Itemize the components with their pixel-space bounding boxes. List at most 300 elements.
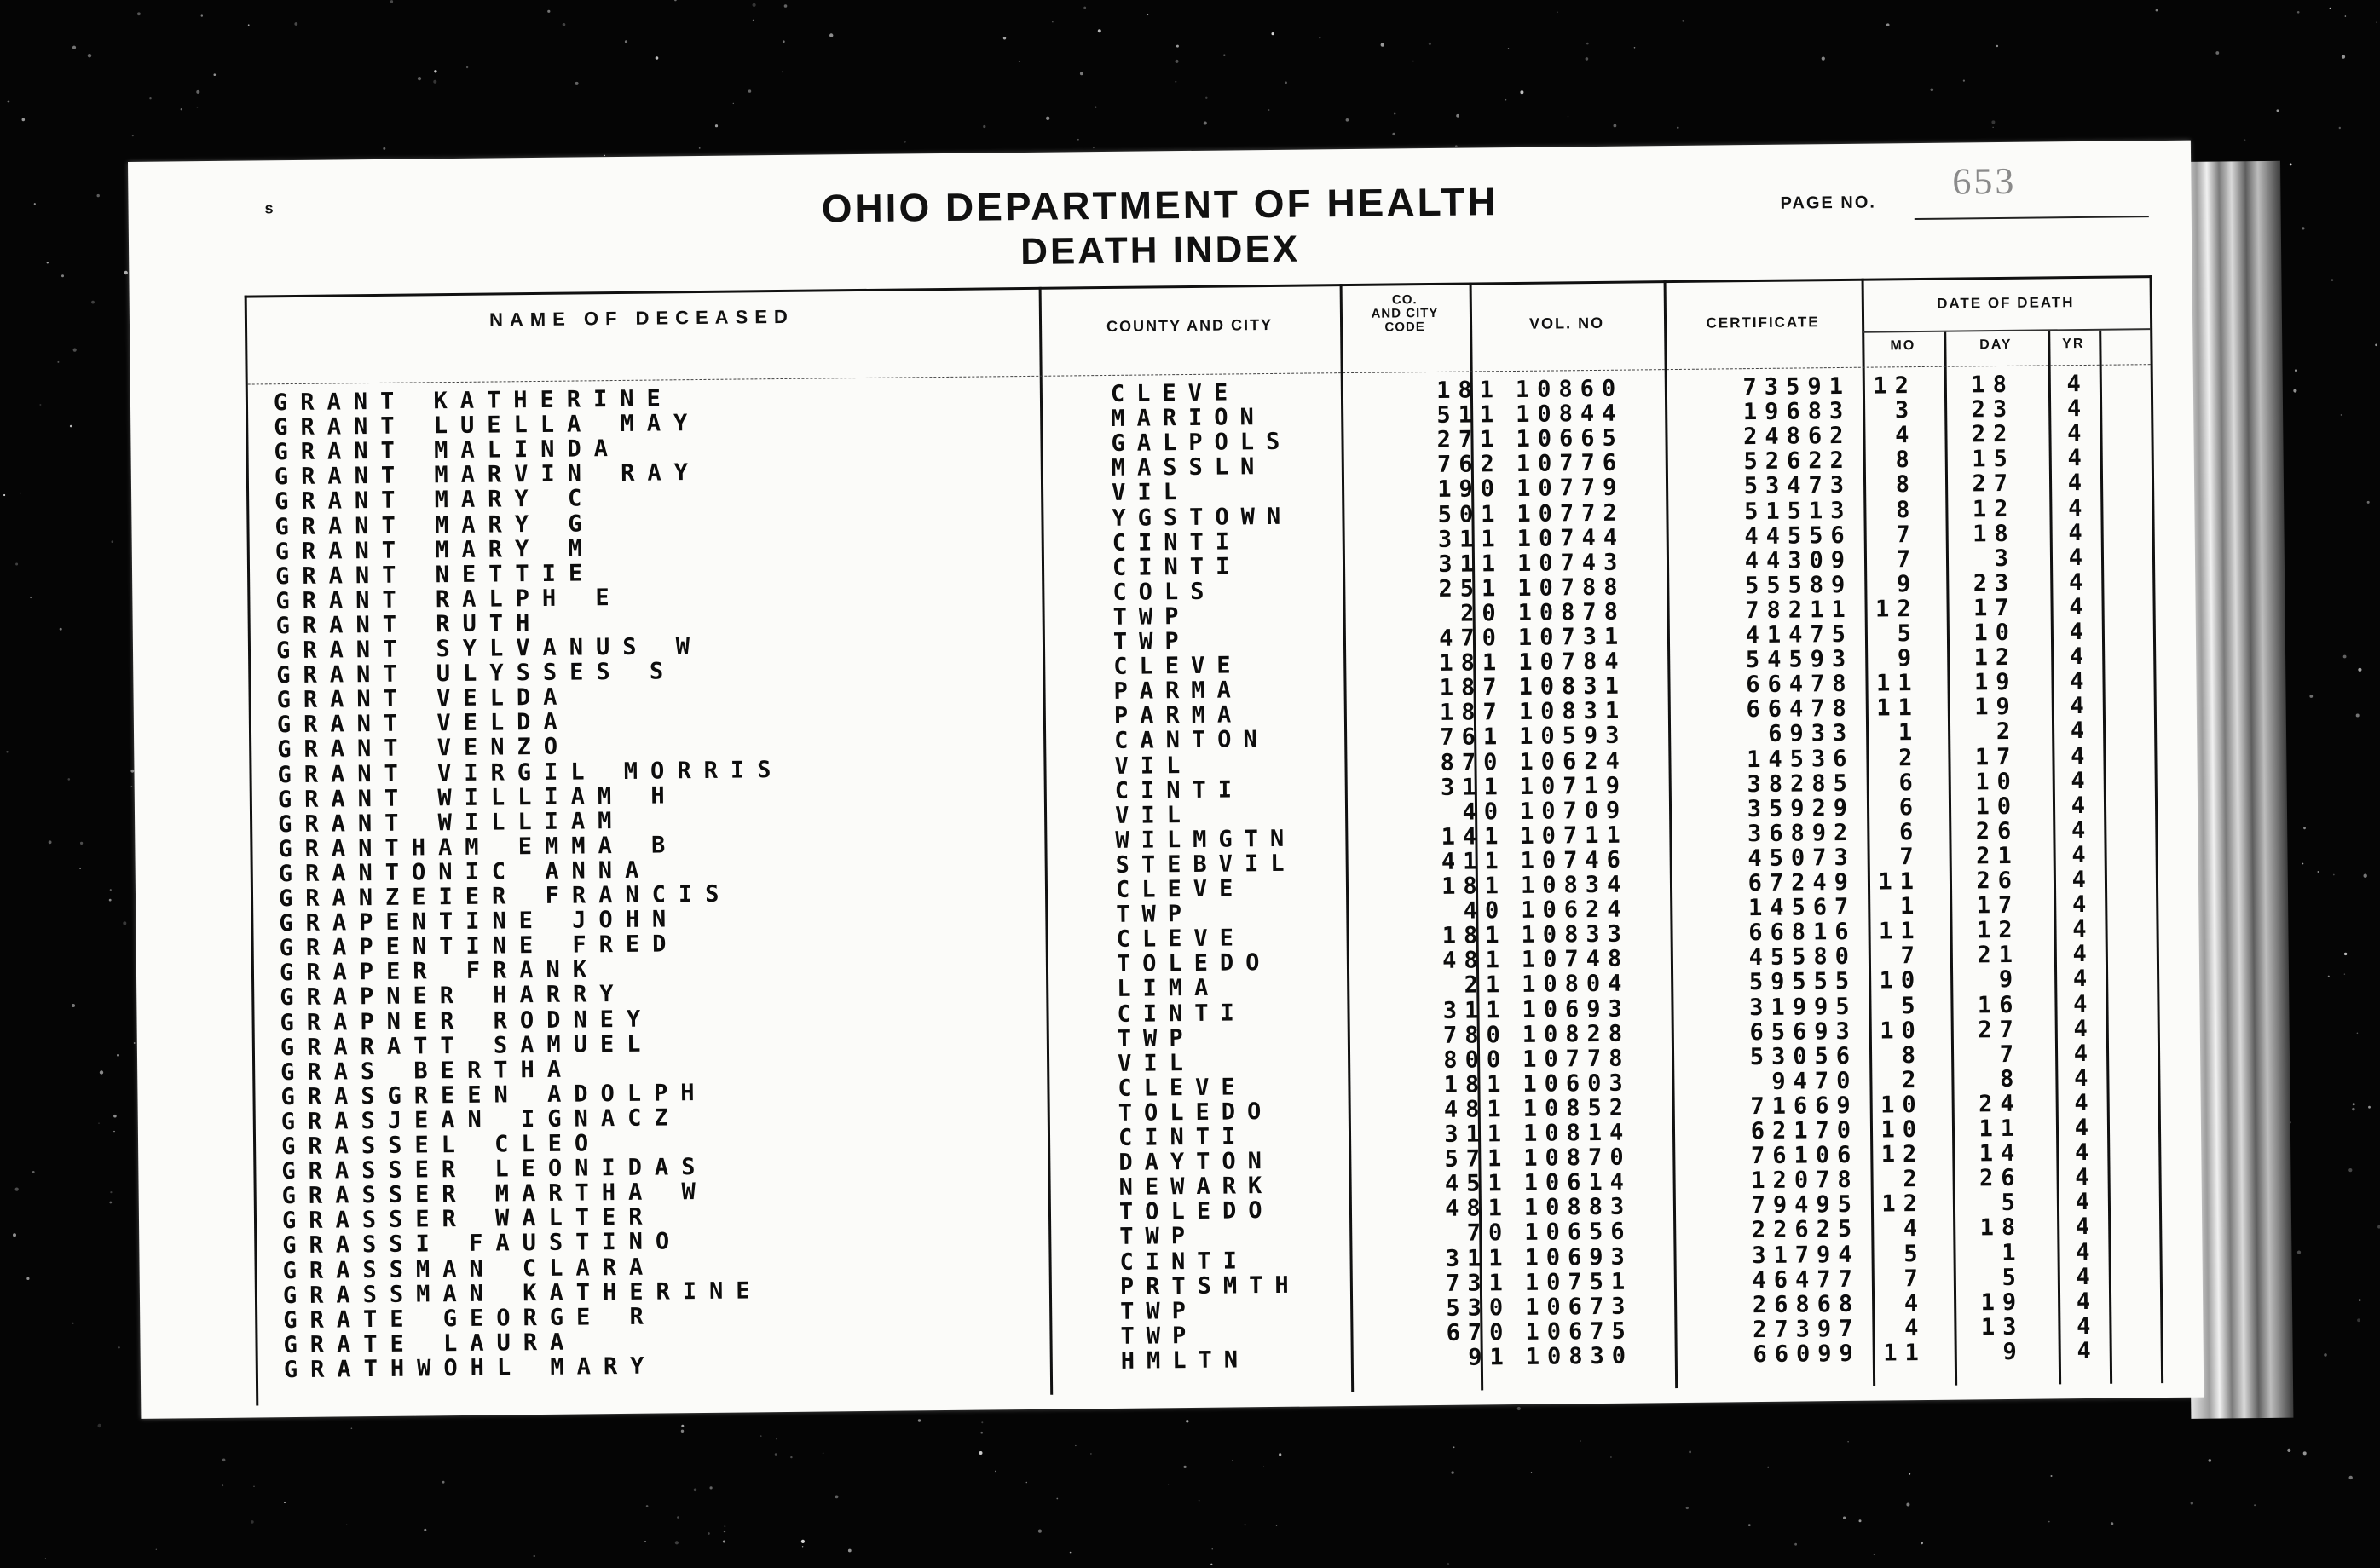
film-speck bbox=[1906, 1503, 1909, 1507]
deceased-name: GRANT ULYSSES S bbox=[276, 658, 677, 689]
county-city: CLEVE bbox=[1113, 652, 1243, 681]
county-city: PARMA bbox=[1113, 701, 1244, 730]
county-city: VIL bbox=[1117, 1049, 1196, 1077]
volume-number: 10748 bbox=[1521, 945, 1630, 974]
film-speck bbox=[2328, 976, 2330, 977]
film-speck bbox=[724, 1525, 725, 1527]
death-year: 4 bbox=[2071, 866, 2087, 894]
deceased-name: GRANT MARY C bbox=[274, 485, 595, 516]
death-year: 4 bbox=[2077, 1337, 2091, 1365]
city-code: 91 bbox=[1468, 1343, 1511, 1371]
volume-number: 10624 bbox=[1521, 896, 1629, 925]
volume-number: 10804 bbox=[1522, 970, 1630, 999]
film-speck bbox=[1268, 109, 1270, 111]
film-speck bbox=[197, 107, 199, 108]
deceased-name: GRANT LUELLA MAY bbox=[274, 410, 701, 441]
deceased-name: GRANT MARY G bbox=[274, 510, 595, 540]
death-day: 5 bbox=[2002, 1264, 2024, 1291]
film-speck bbox=[2345, 15, 2347, 17]
county-city: NEWARK bbox=[1118, 1173, 1274, 1202]
county-city: TWP bbox=[1117, 1024, 1195, 1052]
film-speck bbox=[2352, 1108, 2354, 1110]
county-city: TWP bbox=[1119, 1223, 1198, 1251]
certificate-number: 45580 bbox=[1748, 943, 1857, 971]
film-speck bbox=[675, 1541, 679, 1544]
deceased-name: GRANTONIC ANNA bbox=[278, 856, 652, 888]
film-speck bbox=[6, 751, 8, 752]
deceased-name: GRAPNER HARRY bbox=[280, 981, 627, 1012]
film-speck bbox=[2191, 1502, 2193, 1504]
film-speck bbox=[1634, 47, 1636, 49]
film-speck bbox=[20, 493, 21, 494]
film-speck bbox=[1520, 90, 1523, 94]
film-speck bbox=[2368, 1106, 2371, 1109]
film-speck bbox=[1346, 118, 1349, 122]
corner-mark: s bbox=[264, 199, 274, 217]
film-speck bbox=[73, 349, 77, 352]
deceased-name: GRAPENTINE JOHN bbox=[279, 906, 679, 937]
certificate-number: 76106 bbox=[1750, 1141, 1859, 1170]
film-speck bbox=[980, 1432, 983, 1434]
city-code: 21 bbox=[1464, 971, 1508, 1000]
page-number-label: PAGE NO. bbox=[1780, 193, 1877, 213]
volume-number: 10830 bbox=[1525, 1342, 1634, 1370]
film-speck bbox=[39, 404, 41, 406]
county-city: CINTI bbox=[1119, 1247, 1250, 1276]
death-month: 6 bbox=[1898, 818, 1921, 846]
city-code: 181 bbox=[1443, 1070, 1509, 1098]
death-month: 11 bbox=[1883, 1339, 1927, 1367]
film-speck bbox=[1843, 1517, 1846, 1519]
city-code: 481 bbox=[1441, 947, 1508, 975]
certificate-number: 35929 bbox=[1747, 794, 1856, 822]
header-code-line3: CODE bbox=[1384, 319, 1425, 335]
header-certificate: CERTIFICATE bbox=[1706, 314, 1820, 331]
city-code: 141 bbox=[1441, 822, 1506, 850]
death-month: 7 bbox=[1899, 843, 1921, 871]
film-speck bbox=[1212, 1548, 1213, 1549]
volume-number: 10831 bbox=[1518, 672, 1626, 701]
film-speck bbox=[34, 203, 36, 205]
county-city: VIL bbox=[1114, 801, 1193, 829]
city-code: 762 bbox=[1436, 451, 1502, 479]
county-city: TWP bbox=[1112, 602, 1191, 631]
death-day: 14 bbox=[1979, 1139, 2023, 1167]
death-day: 18 bbox=[1971, 371, 2015, 399]
volume-number: 10870 bbox=[1523, 1144, 1632, 1173]
film-speck bbox=[760, 1435, 762, 1437]
film-speck bbox=[1381, 43, 1384, 46]
film-speck bbox=[1963, 80, 1965, 82]
film-speck bbox=[60, 628, 62, 631]
certificate-number: 78211 bbox=[1745, 596, 1853, 625]
deceased-name: GRANT NETTIE bbox=[274, 559, 596, 590]
county-city: VIL bbox=[1111, 479, 1190, 507]
film-speck bbox=[1080, 72, 1083, 76]
death-year: 4 bbox=[2069, 593, 2083, 621]
death-year: 4 bbox=[2070, 693, 2084, 720]
death-day: 16 bbox=[1977, 991, 2021, 1018]
volume-number: 10844 bbox=[1516, 400, 1624, 429]
county-city: WILMGTN bbox=[1115, 825, 1297, 854]
film-speck bbox=[181, 108, 182, 110]
film-speck bbox=[2156, 9, 2158, 12]
city-code: 251 bbox=[1438, 574, 1504, 602]
death-day: 19 bbox=[1980, 1288, 2025, 1316]
city-code: 187 bbox=[1439, 699, 1505, 727]
film-speck bbox=[2330, 8, 2331, 9]
film-speck bbox=[433, 80, 436, 84]
death-month: 11 bbox=[1878, 918, 1922, 945]
film-speck bbox=[434, 70, 436, 72]
death-month: 4 bbox=[1895, 422, 1917, 449]
certificate-number: 66478 bbox=[1746, 671, 1854, 699]
death-year: 4 bbox=[2070, 742, 2085, 770]
film-speck bbox=[253, 1486, 254, 1487]
county-city: TOLEDO bbox=[1116, 949, 1272, 978]
death-month: 11 bbox=[1876, 695, 1920, 722]
death-month: 4 bbox=[1904, 1314, 1927, 1342]
film-speck bbox=[2376, 22, 2377, 23]
film-speck bbox=[383, 147, 385, 150]
film-speck bbox=[2318, 871, 2319, 873]
death-year: 4 bbox=[2073, 1040, 2088, 1067]
deceased-name: GRANT KATHERINE bbox=[273, 385, 673, 417]
deceased-name: GRASGREEN ADOLPH bbox=[280, 1079, 708, 1110]
film-speck bbox=[132, 135, 134, 136]
film-speck bbox=[68, 778, 71, 781]
city-code: 670 bbox=[1446, 1318, 1511, 1346]
film-speck bbox=[983, 125, 985, 128]
film-speck bbox=[1847, 1441, 1848, 1442]
volume-number: 10693 bbox=[1522, 995, 1630, 1023]
death-year: 4 bbox=[2068, 519, 2082, 546]
certificate-number: 9470 bbox=[1771, 1067, 1858, 1095]
death-month: 10 bbox=[1880, 1017, 1923, 1045]
death-month: 5 bbox=[1901, 992, 1923, 1019]
certificate-number: 12078 bbox=[1751, 1166, 1859, 1195]
death-month: 7 bbox=[1903, 1265, 1926, 1292]
death-year: 4 bbox=[2076, 1238, 2090, 1265]
volume-number: 10614 bbox=[1523, 1168, 1632, 1197]
death-month: 5 bbox=[1897, 620, 1920, 648]
volume-number: 10624 bbox=[1519, 747, 1627, 775]
header-day: DAY bbox=[1979, 337, 2013, 353]
death-month: 7 bbox=[1896, 545, 1919, 573]
deceased-name: GRANT VIRGIL MORRIS bbox=[277, 756, 784, 788]
county-city: PARMA bbox=[1113, 677, 1244, 706]
film-speck bbox=[1557, 12, 1558, 13]
volume-number: 10878 bbox=[1517, 598, 1626, 626]
film-speck bbox=[1886, 23, 1890, 26]
certificate-number: 59555 bbox=[1748, 968, 1857, 996]
death-year: 4 bbox=[2073, 990, 2088, 1017]
film-speck bbox=[72, 46, 76, 49]
death-day: 10 bbox=[1973, 619, 2018, 647]
film-speck bbox=[113, 1131, 114, 1132]
deceased-name: GRAPENTINE FRED bbox=[279, 931, 679, 962]
volume-number: 10779 bbox=[1516, 475, 1625, 503]
death-day: 5 bbox=[2001, 1190, 2024, 1217]
certificate-number: 66099 bbox=[1753, 1340, 1861, 1369]
film-speck bbox=[418, 77, 421, 80]
deceased-name: GRANT WILLIAM H bbox=[277, 781, 678, 813]
film-speck bbox=[775, 1453, 777, 1456]
film-speck bbox=[80, 842, 83, 845]
deceased-name: GRASSEL CLEO bbox=[280, 1130, 602, 1161]
city-code: 311 bbox=[1437, 525, 1503, 553]
certificate-number: 14567 bbox=[1747, 893, 1857, 922]
film-speck bbox=[2356, 714, 2360, 718]
deceased-name: GRATE LAURA bbox=[283, 1329, 577, 1358]
film-speck bbox=[351, 1427, 353, 1429]
city-code: 470 bbox=[1438, 625, 1505, 652]
film-speck bbox=[222, 1484, 223, 1486]
deceased-name: GRASJEAN IGNACZ bbox=[280, 1104, 681, 1136]
deceased-name: GRAS BERTHA bbox=[280, 1056, 575, 1086]
film-speck bbox=[2358, 668, 2361, 672]
death-day: 17 bbox=[1976, 891, 2020, 919]
death-month: 6 bbox=[1898, 769, 1921, 796]
volume-number: 10831 bbox=[1518, 697, 1627, 726]
death-year: 4 bbox=[2074, 1114, 2089, 1142]
death-day: 8 bbox=[1999, 1065, 2022, 1092]
film-speck bbox=[1090, 1453, 1091, 1454]
film-speck bbox=[97, 194, 100, 197]
film-speck bbox=[1748, 1524, 1751, 1526]
death-day: 10 bbox=[1975, 793, 2019, 821]
film-speck bbox=[1909, 1473, 1910, 1475]
film-speck bbox=[1176, 60, 1179, 63]
deceased-name: GRASSER LEONIDAS bbox=[281, 1154, 708, 1185]
county-city: YGSTOWN bbox=[1112, 503, 1293, 532]
film-speck bbox=[72, 1323, 74, 1324]
film-speck bbox=[2297, 1251, 2301, 1254]
city-code: 511 bbox=[1436, 401, 1502, 429]
film-speck bbox=[699, 147, 701, 149]
death-year: 4 bbox=[2071, 891, 2087, 919]
film-speck bbox=[1272, 32, 1274, 35]
film-speck bbox=[1204, 122, 1207, 125]
death-year: 4 bbox=[2076, 1263, 2090, 1290]
city-code: 181 bbox=[1439, 649, 1505, 677]
volume-number: 10743 bbox=[1516, 549, 1626, 577]
certificate-number: 44309 bbox=[1744, 546, 1853, 574]
film-speck bbox=[644, 1541, 646, 1542]
film-speck bbox=[110, 889, 112, 891]
death-year: 4 bbox=[2074, 1139, 2089, 1167]
deceased-name: GRAPNER RODNEY bbox=[280, 1006, 654, 1036]
film-speck bbox=[2331, 279, 2334, 281]
film-speck bbox=[15, 1188, 19, 1191]
volume-number: 10784 bbox=[1518, 648, 1626, 677]
film-speck bbox=[2303, 827, 2306, 829]
volume-number: 10778 bbox=[1522, 1045, 1631, 1073]
certificate-number: 53473 bbox=[1743, 472, 1852, 500]
death-day: 23 bbox=[1971, 395, 2015, 424]
film-speck bbox=[802, 1546, 803, 1547]
city-code: 311 bbox=[1445, 1244, 1511, 1272]
city-code: 731 bbox=[1445, 1269, 1511, 1297]
film-speck bbox=[1921, 1542, 1923, 1544]
film-speck bbox=[656, 56, 659, 60]
death-day: 7 bbox=[1999, 1041, 2022, 1068]
film-speck bbox=[156, 1549, 157, 1550]
film-speck bbox=[1003, 37, 1006, 39]
film-speck bbox=[1456, 114, 1459, 118]
film-speck bbox=[1056, 1498, 1058, 1500]
county-city: CLEVE bbox=[1115, 875, 1245, 903]
film-speck bbox=[1580, 1440, 1581, 1442]
film-speck bbox=[1319, 37, 1320, 38]
film-speck bbox=[118, 1346, 120, 1348]
city-code: 181 bbox=[1441, 873, 1507, 900]
film-speck bbox=[196, 90, 199, 94]
death-month: 10 bbox=[1879, 967, 1923, 994]
film-speck bbox=[2244, 139, 2245, 141]
death-day: 12 bbox=[1976, 916, 2020, 944]
death-month: 6 bbox=[1898, 793, 1921, 821]
death-year: 4 bbox=[2071, 841, 2086, 869]
film-speck bbox=[710, 1486, 713, 1489]
death-month: 12 bbox=[1873, 372, 1917, 400]
film-speck bbox=[753, 3, 756, 7]
volume-number: 10593 bbox=[1518, 723, 1627, 751]
death-year: 4 bbox=[2071, 792, 2086, 819]
film-speck bbox=[134, 1042, 136, 1044]
death-day: 12 bbox=[1973, 643, 2018, 672]
death-day: 27 bbox=[1978, 1016, 2021, 1043]
death-day: 26 bbox=[1979, 1164, 2023, 1192]
volume-number: 10719 bbox=[1519, 772, 1628, 800]
film-speck bbox=[625, 40, 627, 43]
certificate-number: 24862 bbox=[1743, 423, 1851, 451]
county-city: CINTI bbox=[1117, 999, 1246, 1028]
film-speck bbox=[251, 1520, 254, 1524]
film-speck bbox=[137, 12, 141, 15]
film-speck bbox=[2324, 1353, 2327, 1357]
city-code: 311 bbox=[1442, 996, 1508, 1024]
certificate-number: 14536 bbox=[1747, 745, 1855, 773]
film-speck bbox=[248, 24, 250, 26]
deceased-name: GRANZEIER FRANCIS bbox=[278, 880, 732, 913]
film-speck bbox=[2290, 164, 2292, 166]
volume-number: 10776 bbox=[1516, 449, 1625, 478]
film-speck bbox=[466, 66, 468, 68]
death-month: 7 bbox=[1896, 521, 1918, 548]
county-city: TOLEDO bbox=[1118, 1098, 1274, 1127]
county-city: COLS bbox=[1112, 578, 1216, 606]
certificate-number: 65693 bbox=[1749, 1017, 1857, 1046]
film-speck bbox=[26, 1277, 29, 1280]
film-speck bbox=[1586, 57, 1589, 61]
film-speck bbox=[2295, 369, 2297, 372]
volume-number: 10860 bbox=[1515, 375, 1624, 403]
certificate-number: 51513 bbox=[1743, 497, 1852, 525]
film-speck bbox=[724, 1531, 725, 1532]
city-code: 481 bbox=[1445, 1195, 1511, 1223]
city-code: 40 bbox=[1463, 897, 1507, 925]
film-speck bbox=[2367, 501, 2370, 504]
county-city: CLEVE bbox=[1110, 379, 1240, 407]
header-month: MO bbox=[1890, 338, 1916, 354]
death-month: 10 bbox=[1880, 1115, 1925, 1144]
death-year: 4 bbox=[2075, 1164, 2089, 1191]
death-day: 3 bbox=[1994, 545, 2017, 572]
death-year: 4 bbox=[2076, 1288, 2091, 1315]
film-speck bbox=[1210, 1564, 1212, 1565]
death-year: 4 bbox=[2072, 941, 2088, 968]
death-month: 5 bbox=[1903, 1240, 1926, 1267]
header-year: YR bbox=[2062, 336, 2085, 352]
death-year: 4 bbox=[2066, 395, 2082, 423]
death-year: 4 bbox=[2073, 1015, 2088, 1042]
film-speck bbox=[1394, 113, 1395, 115]
certificate-number: 52622 bbox=[1743, 447, 1851, 476]
county-city: CINTI bbox=[1114, 775, 1245, 804]
film-speck bbox=[1392, 133, 1395, 135]
deceased-name: GRASSMAN CLARA bbox=[282, 1254, 656, 1284]
certificate-number: 27397 bbox=[1753, 1315, 1861, 1343]
deceased-name: GRATHWOHL MARY bbox=[283, 1352, 657, 1384]
film-speck bbox=[2359, 1299, 2361, 1301]
death-year: 4 bbox=[2069, 643, 2084, 671]
death-month: 11 bbox=[1875, 670, 1920, 697]
film-speck bbox=[294, 22, 298, 26]
deceased-name: GRANT VELDA bbox=[276, 708, 570, 739]
death-day: 15 bbox=[1972, 446, 2015, 473]
city-code: 411 bbox=[1441, 848, 1506, 875]
death-year: 4 bbox=[2072, 966, 2088, 993]
film-speck bbox=[2254, 1504, 2256, 1506]
volume-number: 10746 bbox=[1520, 846, 1629, 874]
death-year: 4 bbox=[2074, 1089, 2088, 1117]
death-year: 4 bbox=[2069, 619, 2084, 646]
film-speck bbox=[1095, 107, 1096, 108]
film-speck bbox=[1993, 127, 1994, 128]
death-day: 17 bbox=[1974, 743, 2019, 770]
film-speck bbox=[1455, 145, 1458, 147]
death-day: 21 bbox=[1977, 942, 2021, 969]
film-speck bbox=[1098, 29, 1101, 32]
county-city: LIMA bbox=[1117, 975, 1221, 1003]
film-speck bbox=[1038, 1530, 1042, 1533]
film-speck bbox=[2111, 1522, 2113, 1525]
county-city: TWP bbox=[1116, 901, 1194, 929]
film-speck bbox=[2357, 1033, 2359, 1035]
death-day: 11 bbox=[1979, 1115, 2023, 1143]
film-speck bbox=[22, 118, 26, 122]
film-speck bbox=[149, 97, 151, 99]
film-speck bbox=[575, 82, 579, 85]
volume-number: 10834 bbox=[1520, 871, 1629, 899]
film-speck bbox=[8, 101, 10, 103]
deceased-name: GRANT RUTH bbox=[275, 609, 543, 640]
volume-number: 10665 bbox=[1516, 424, 1624, 453]
death-month: 8 bbox=[1901, 1041, 1924, 1069]
film-speck bbox=[1517, 1407, 1521, 1410]
death-day: 23 bbox=[1973, 569, 2017, 597]
city-code: 761 bbox=[1440, 723, 1505, 752]
film-speck bbox=[1453, 1446, 1455, 1448]
death-day: 9 bbox=[1998, 966, 2021, 994]
death-day: 24 bbox=[1979, 1090, 2022, 1118]
film-speck bbox=[57, 361, 59, 363]
volume-number: 10852 bbox=[1522, 1094, 1632, 1122]
film-speck bbox=[47, 262, 49, 263]
county-city: MASSLN bbox=[1111, 453, 1267, 482]
death-day: 9 bbox=[2002, 1338, 2025, 1365]
